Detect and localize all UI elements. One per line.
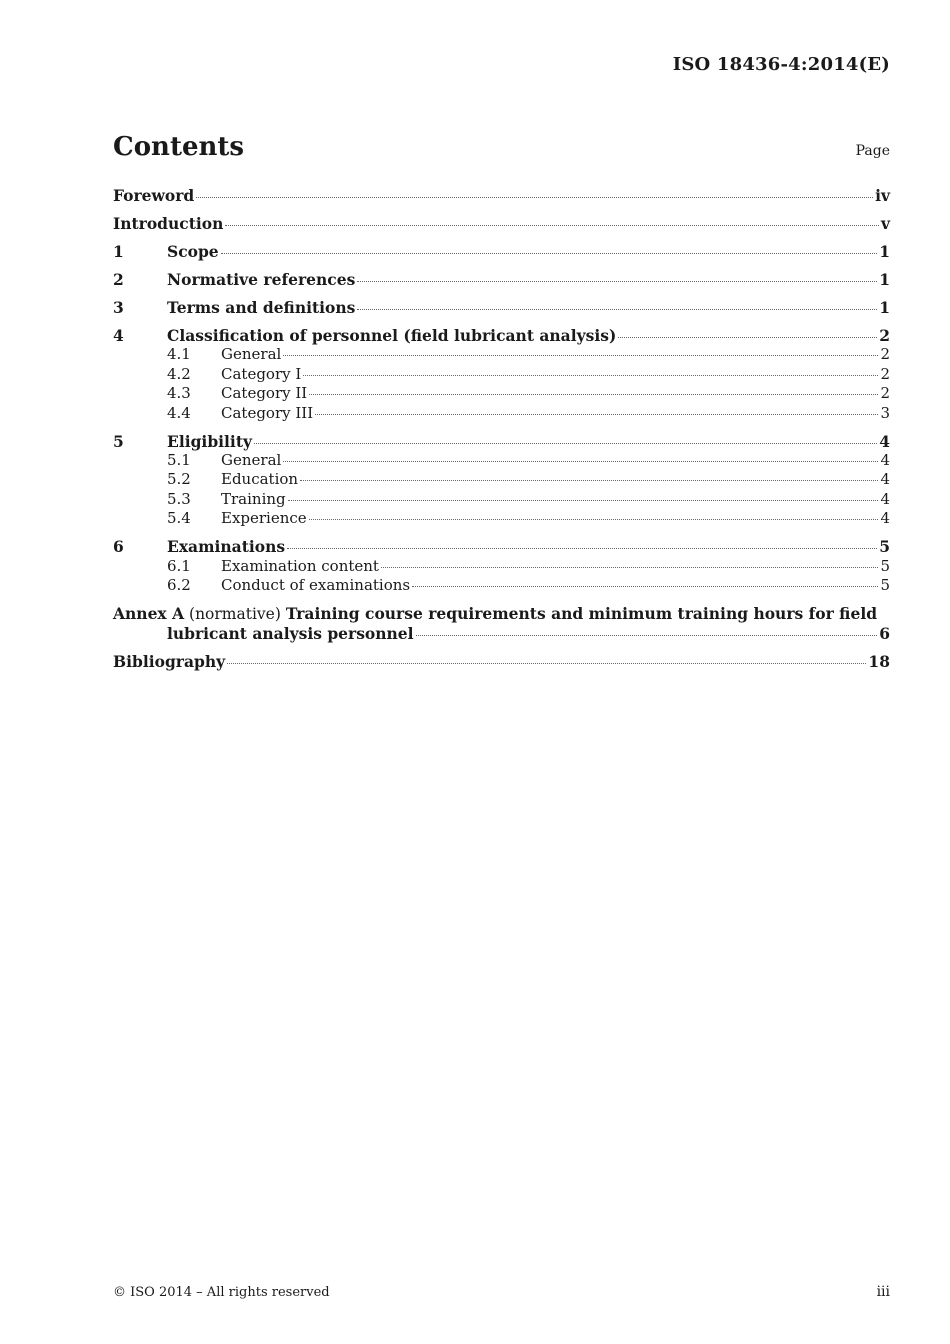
toc-entry-title: Scope — [167, 242, 219, 261]
toc-entry-title: Training — [221, 489, 286, 508]
toc-entry-annex-a[interactable] — [113, 604, 890, 644]
document-code: ISO 18436-4:2014(E) — [672, 54, 890, 75]
toc-entry-title: Education — [221, 470, 299, 489]
footer-page-number: iii — [876, 1284, 890, 1300]
toc-subentry[interactable] — [113, 451, 890, 470]
toc-entry-title: Introduction — [113, 214, 224, 233]
toc-entry-title: General — [221, 345, 282, 364]
dot-leader — [618, 337, 877, 338]
bibliography-page-number: 18 — [868, 652, 890, 672]
toc-heading: Contents — [113, 132, 245, 162]
toc-entry-number: 5.1 — [167, 451, 191, 470]
toc-entry-title: Eligibility — [167, 431, 252, 451]
dot-leader — [412, 586, 878, 587]
toc-subentry[interactable] — [113, 365, 890, 384]
toc-entry-number: 4 — [113, 326, 124, 345]
toc-entry-number: 4.4 — [167, 403, 191, 422]
toc-entry[interactable] — [113, 186, 890, 205]
toc-entry[interactable] — [113, 326, 890, 345]
toc-entries — [113, 186, 890, 595]
toc-entry-bibliography[interactable] — [113, 652, 890, 671]
toc-entry-page-number: 4 — [880, 451, 890, 470]
dot-leader — [287, 548, 877, 549]
toc-entry-number: 4.2 — [167, 364, 191, 383]
annex-qualifier: (normative) — [189, 605, 281, 624]
dot-leader — [357, 281, 877, 282]
toc-subentry[interactable] — [113, 345, 890, 364]
toc-entry-page-number: iv — [875, 186, 890, 205]
annex-label: Annex A — [113, 604, 185, 624]
toc-entry-number: 6.1 — [167, 556, 191, 575]
toc-entry-page-number: 4 — [880, 489, 890, 508]
table-of-contents — [113, 186, 890, 672]
toc-entry-page-number: 2 — [880, 345, 890, 364]
toc-entry-page-number: 2 — [880, 364, 890, 383]
toc-entry-page-number: 5 — [880, 556, 890, 575]
toc-entry-page-number: 4 — [880, 509, 890, 528]
toc-entry-page-number: 1 — [879, 242, 890, 261]
dot-leader — [283, 355, 878, 356]
toc-entry-page-number: 2 — [879, 326, 890, 345]
annex-title-line-1 — [113, 604, 890, 624]
toc-entry-page-number: 1 — [879, 298, 890, 317]
toc-entry-page-number: v — [880, 214, 890, 233]
toc-entry-title: General — [221, 451, 282, 470]
toc-entry-page-number: 1 — [879, 270, 890, 289]
toc-entry-number: 5 — [113, 431, 124, 451]
annex-title-line-2 — [113, 624, 890, 643]
toc-subentry[interactable] — [113, 576, 890, 595]
toc-entry-number: 4.1 — [167, 345, 191, 364]
dot-leader — [196, 197, 873, 198]
annex-page-number: 6 — [879, 624, 890, 644]
toc-entry-title: Foreword — [113, 186, 195, 205]
toc-entry-title: Experience — [221, 509, 307, 528]
toc-entry[interactable] — [113, 242, 890, 261]
dot-leader — [225, 225, 879, 226]
toc-entry-page-number: 4 — [879, 431, 890, 451]
toc-entry-page-number: 2 — [880, 384, 890, 403]
toc-entry-title: Terms and definitions — [167, 298, 356, 317]
toc-entry-page-number: 4 — [880, 470, 890, 489]
toc-entry-number: 5.4 — [167, 509, 191, 528]
toc-subentry[interactable] — [113, 404, 890, 423]
toc-entry-number: 6.2 — [167, 576, 191, 595]
toc-entry-page-number: 3 — [880, 403, 890, 422]
toc-entry-title: Category II — [221, 384, 308, 403]
toc-subentry[interactable] — [113, 470, 890, 489]
toc-subentry[interactable] — [113, 509, 890, 528]
toc-entry-title: Conduct of examinations — [221, 576, 411, 595]
annex-title-second: lubricant analysis personnel — [167, 624, 414, 644]
toc-entry[interactable] — [113, 537, 890, 556]
dot-leader — [254, 443, 877, 444]
toc-entry[interactable] — [113, 270, 890, 289]
page-column-label: Page — [855, 143, 890, 159]
toc-entry-title: Examinations — [167, 537, 286, 557]
dot-leader — [416, 635, 878, 636]
toc-entry-number: 1 — [113, 242, 124, 261]
dot-leader — [357, 309, 877, 310]
toc-entry-page-number: 5 — [880, 576, 890, 595]
dot-leader — [227, 663, 866, 664]
toc-entry[interactable] — [113, 298, 890, 317]
toc-subentry[interactable] — [113, 384, 890, 403]
toc-entry-number: 5.3 — [167, 489, 191, 508]
toc-entry-title: Category I — [221, 364, 302, 383]
toc-entry[interactable] — [113, 432, 890, 451]
dot-leader — [300, 480, 878, 481]
toc-entry-title: Classification of personnel (field lubricant analysis) — [167, 326, 617, 345]
dot-leader — [315, 414, 878, 415]
dot-leader — [288, 500, 879, 501]
toc-entry-number: 3 — [113, 298, 124, 317]
toc-entry-number: 2 — [113, 270, 124, 289]
dot-leader — [283, 461, 878, 462]
footer-copyright: © ISO 2014 – All rights reserved — [113, 1285, 330, 1300]
toc-entry-page-number: 5 — [879, 537, 890, 557]
dot-leader — [221, 253, 878, 254]
toc-subentry[interactable] — [113, 490, 890, 509]
dot-leader — [309, 394, 878, 395]
toc-entry-number: 4.3 — [167, 384, 191, 403]
toc-entry[interactable] — [113, 214, 890, 233]
toc-entry-title: Normative references — [167, 270, 356, 289]
dot-leader — [309, 519, 879, 520]
toc-entry-title: Category III — [221, 403, 314, 422]
bibliography-title: Bibliography — [113, 652, 226, 672]
annex-title-first: Training course requirements and minimum training hours for field — [285, 604, 878, 624]
toc-entry-number: 6 — [113, 537, 124, 557]
toc-entry-number: 5.2 — [167, 470, 191, 489]
dot-leader — [381, 567, 879, 568]
toc-subentry[interactable] — [113, 557, 890, 576]
toc-entry-title: Examination content — [221, 556, 379, 575]
dot-leader — [303, 375, 878, 376]
